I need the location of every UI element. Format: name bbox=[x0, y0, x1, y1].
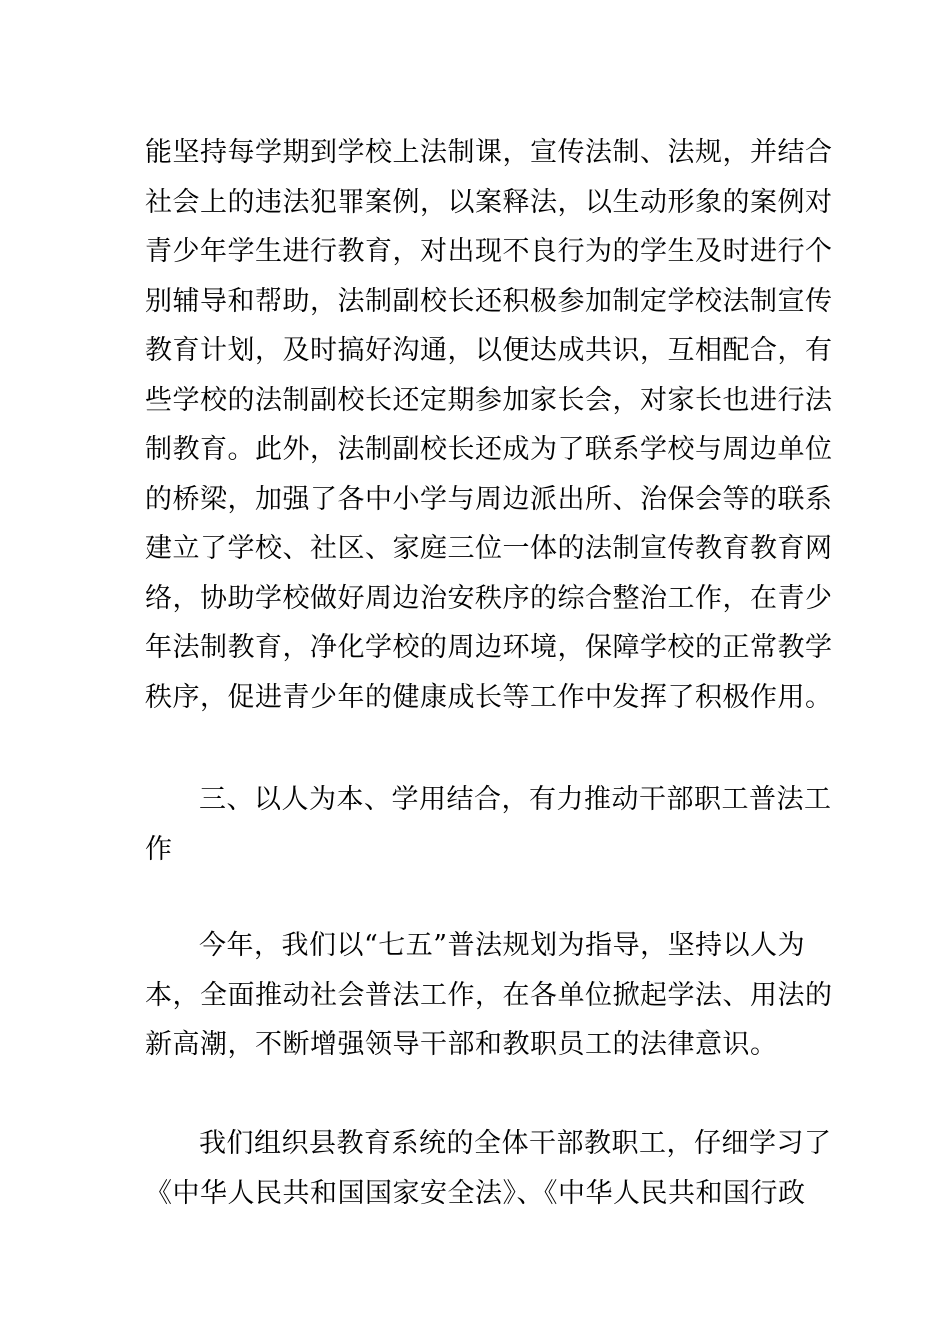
text-line: 秩序，促进青少年的健康成长等工作中发挥了积极作用。 bbox=[145, 681, 833, 713]
text-line: 建立了学校、社区、家庭三位一体的法制宣传教育教育网 bbox=[145, 533, 833, 564]
text-line: 教育计划，及时搞好沟通，以便达成共识，互相配合，有 bbox=[145, 335, 833, 366]
text-line: 青少年学生进行教育，对出现不良行为的学生及时进行个 bbox=[145, 236, 833, 267]
text-line: 本，全面推动社会普法工作，在各单位掀起学法、用法的 bbox=[145, 979, 833, 1011]
paragraph-legal-vice-principal bbox=[145, 128, 833, 722]
paragraph-seventh-five-year-plan bbox=[145, 921, 833, 1070]
text-line: 年法制教育，净化学校的周边环境，保障学校的正常教学 bbox=[145, 632, 833, 663]
text-line: 《中华人民共和国国家安全法》、《中华人民共和国行政 bbox=[145, 1177, 806, 1209]
text-line: 今年，我们以“七五”普法规划为指导，坚持以人为 bbox=[199, 930, 806, 961]
text-line: 我们组织县教育系统的全体干部教职工，仔细学习了 bbox=[199, 1128, 832, 1159]
text-line: 别辅导和帮助，法制副校长还积极参加制定学校法制宣传 bbox=[145, 285, 833, 317]
heading-line: 作 bbox=[145, 833, 173, 865]
text-line: 能坚持每学期到学校上法制课，宣传法制、法规，并结合 bbox=[145, 137, 833, 168]
text-line: 制教育。此外，法制副校长还成为了联系学校与周边单位 bbox=[145, 434, 833, 465]
text-line: 的桥梁，加强了各中小学与周边派出所、治保会等的联系 bbox=[145, 483, 833, 515]
paragraph-staff-study bbox=[145, 1119, 832, 1218]
text-line: 些学校的法制副校长还定期参加家长会，对家长也进行法 bbox=[145, 384, 833, 416]
text-line: 络，协助学校做好周边治安秩序的综合整治工作，在青少 bbox=[145, 582, 833, 614]
text-line: 新高潮，不断增强领导干部和教职员工的法律意识。 bbox=[145, 1029, 778, 1060]
section-heading-three bbox=[145, 775, 832, 874]
heading-line: 三、以人为本、学用结合，有力推动干部职工普法工 bbox=[199, 784, 832, 815]
text-line: 社会上的违法犯罪案例，以案释法，以生动形象的案例对 bbox=[145, 186, 833, 218]
